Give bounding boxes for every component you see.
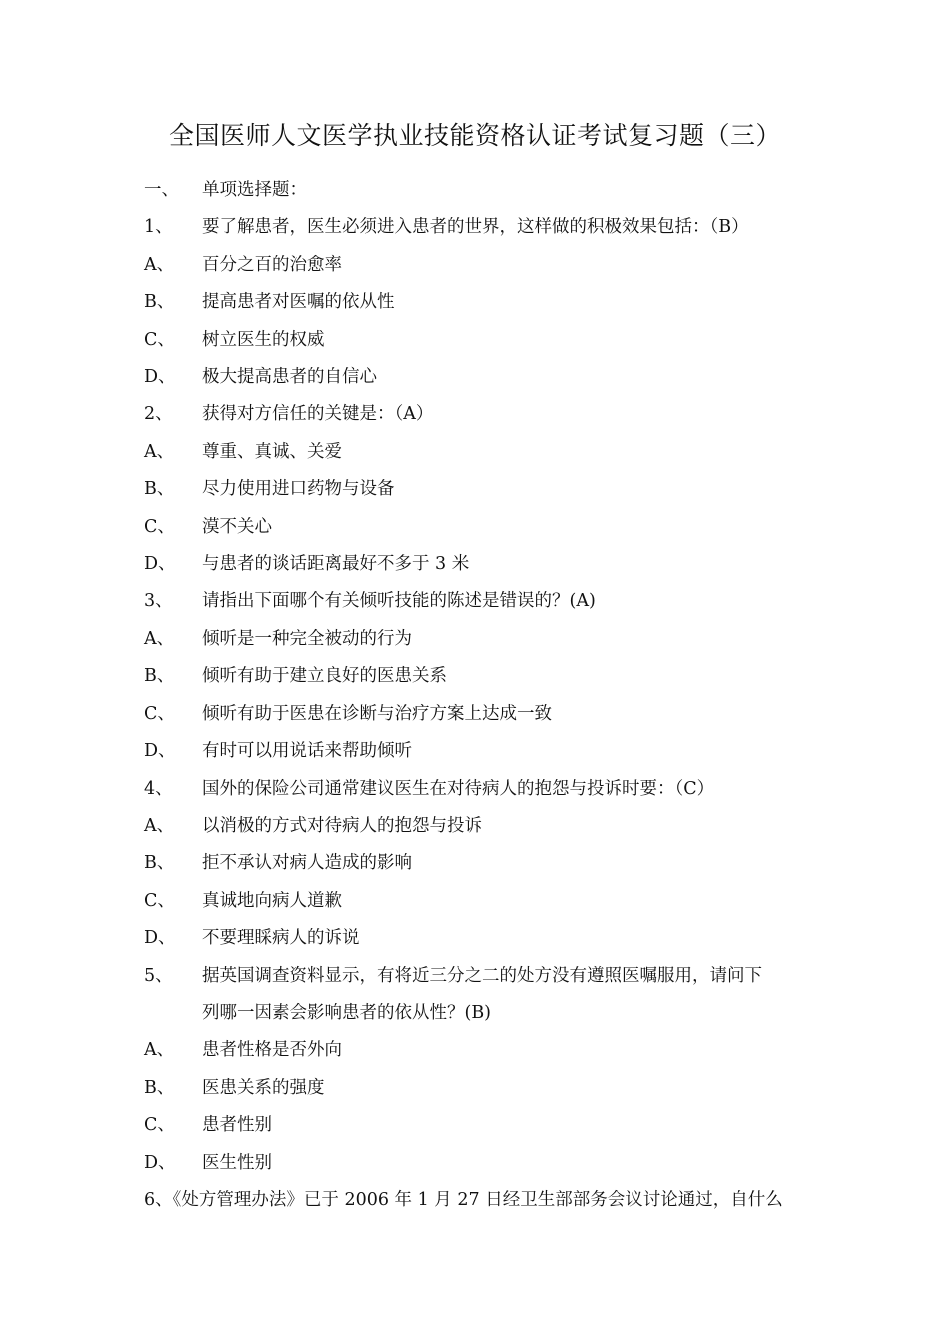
option-text: 真诚地向病人道歉 <box>202 890 342 911</box>
option-text: 漠不关心 <box>202 516 272 537</box>
option-item <box>144 1032 824 1069</box>
option-label: B、 <box>144 853 175 874</box>
option-text: 医患关系的强度 <box>202 1077 325 1098</box>
option-label: A、 <box>144 441 175 462</box>
option-item <box>144 434 824 471</box>
option-item <box>144 471 824 508</box>
document-title: 全国医师人文医学执业技能资格认证考试复习题（三） <box>168 121 781 150</box>
option-item <box>144 883 824 920</box>
option-text: 与患者的谈话距离最好不多于 3 米 <box>202 554 470 575</box>
question-text: 获得对方信任的关键是：（A） <box>202 404 434 425</box>
option-label: D、 <box>144 741 176 762</box>
question-2 <box>144 396 824 433</box>
option-label: A、 <box>144 815 175 836</box>
option-label: C、 <box>144 516 175 537</box>
option-text: 尽力使用进口药物与设备 <box>202 479 395 500</box>
option-label: A、 <box>144 1040 175 1061</box>
option-label: B、 <box>144 292 175 313</box>
question-number: 4、 <box>144 778 173 799</box>
option-label: D、 <box>144 928 176 949</box>
option-item <box>144 808 824 845</box>
option-text: 不要理睬病人的诉说 <box>202 928 360 949</box>
option-item <box>144 658 824 695</box>
question-text: 6、《处方管理办法》已于 2006 年 1 月 27 日经卫生部部务会议讨论通过，自什么 <box>144 1189 783 1210</box>
option-item <box>144 621 824 658</box>
option-item <box>144 359 824 396</box>
option-item <box>144 322 824 359</box>
option-item <box>144 284 824 321</box>
option-label: D、 <box>144 1152 176 1173</box>
option-item <box>144 509 824 546</box>
question-number: 1、 <box>144 217 173 238</box>
question-text: 请指出下面哪个有关倾听技能的陈述是错误的？(A) <box>202 591 596 612</box>
option-label: A、 <box>144 628 175 649</box>
option-text: 倾听有助于建立良好的医患关系 <box>202 666 447 687</box>
option-label: B、 <box>144 479 175 500</box>
option-item <box>144 1070 824 1107</box>
option-text: 以消极的方式对待病人的抱怨与投诉 <box>202 815 482 836</box>
question-text-line-2: 列哪一因素会影响患者的依从性？(B) <box>202 1002 492 1023</box>
option-text: 极大提高患者的自信心 <box>202 367 377 388</box>
question-number: 5、 <box>144 965 173 986</box>
option-item <box>144 696 824 733</box>
question-text-line-1: 据英国调查资料显示，有将近三分之二的处方没有遵照医嘱服用，请问下 <box>202 965 762 986</box>
option-label: B、 <box>144 1077 175 1098</box>
option-item <box>144 733 824 770</box>
question-3 <box>144 583 824 620</box>
section-number: 一、 <box>144 180 179 200</box>
option-item <box>144 845 824 882</box>
option-text: 百分之百的治愈率 <box>202 254 342 275</box>
option-text: 提高患者对医嘱的依从性 <box>202 292 395 313</box>
section-text: 单项选择题： <box>202 180 307 200</box>
option-text: 倾听是一种完全被动的行为 <box>202 628 412 649</box>
question-6 <box>144 1182 824 1219</box>
question-text: 要了解患者，医生必须进入患者的世界，这样做的积极效果包括：（B） <box>202 217 749 238</box>
option-text: 倾听有助于医患在诊断与治疗方案上达成一致 <box>202 703 552 724</box>
option-label: D、 <box>144 367 176 388</box>
option-text: 有时可以用说话来帮助倾听 <box>202 741 412 762</box>
option-item <box>144 247 824 284</box>
question-5 <box>144 958 824 995</box>
option-label: A、 <box>144 254 175 275</box>
option-item <box>144 1107 824 1144</box>
option-text: 拒不承认对病人造成的影响 <box>202 853 412 874</box>
question-4 <box>144 771 824 808</box>
question-1 <box>144 209 824 246</box>
option-text: 患者性格是否外向 <box>202 1040 342 1061</box>
option-item <box>144 546 824 583</box>
option-text: 医生性别 <box>202 1152 272 1173</box>
question-text: 国外的保险公司通常建议医生在对待病人的抱怨与投诉时要：（C） <box>202 778 715 799</box>
option-label: C、 <box>144 890 175 911</box>
option-text: 尊重、真诚、关爱 <box>202 441 342 462</box>
option-label: C、 <box>144 329 175 350</box>
option-text: 患者性别 <box>202 1115 272 1136</box>
option-label: B、 <box>144 666 175 687</box>
question-number: 2、 <box>144 404 173 425</box>
question-number: 3、 <box>144 591 173 612</box>
option-text: 树立医生的权威 <box>202 329 325 350</box>
option-label: C、 <box>144 703 175 724</box>
question-list <box>144 172 824 1219</box>
option-label: C、 <box>144 1115 175 1136</box>
option-item <box>144 920 824 957</box>
option-item <box>144 1145 824 1182</box>
option-label: D、 <box>144 554 176 575</box>
section-heading <box>144 172 824 209</box>
